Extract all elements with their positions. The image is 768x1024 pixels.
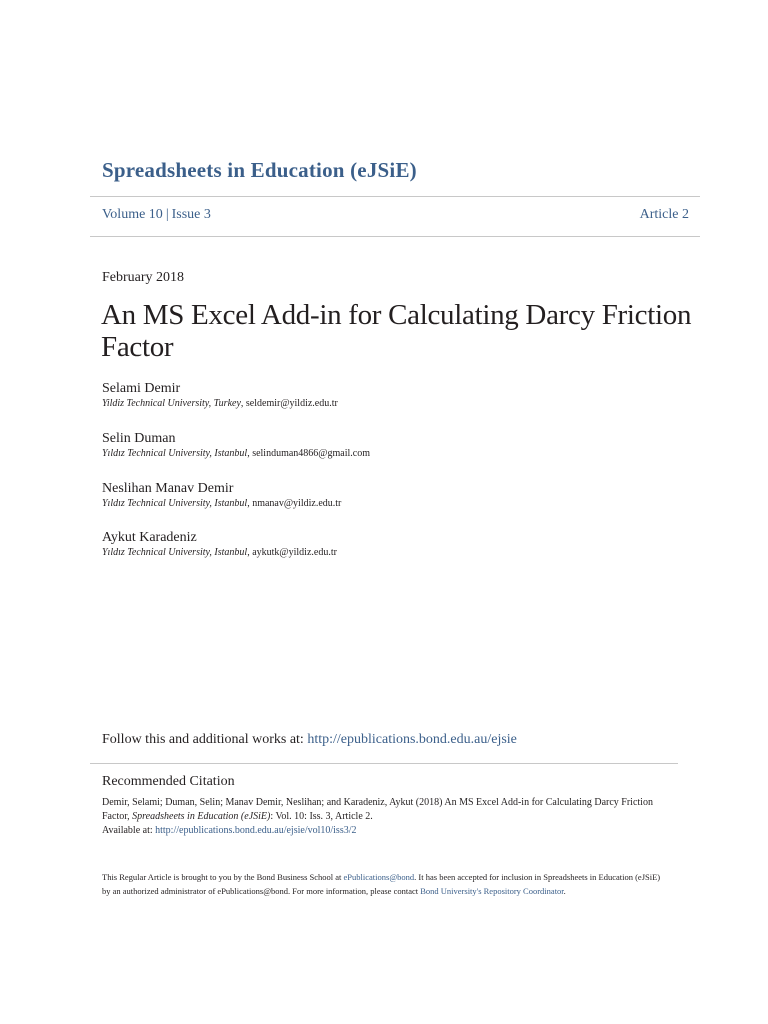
disclaimer-part-2: . It has been accepted for inclusion in Spreadsheets in Education (eJSiE) by an authorized administrator of ePublications@bond. For more information, please contact — [102, 872, 661, 896]
citation-journal: Spreadsheets in Education (eJSiE) — [132, 811, 271, 822]
author-affiliation: Yıldız Technical University, Istanbul, aykutk@yildiz.edu.tr — [102, 547, 337, 558]
follow-text: Follow this and additional works at: — [102, 732, 304, 747]
author-email: seldemir@yildiz.edu.tr — [245, 398, 338, 409]
article-link[interactable]: Article 2 — [639, 207, 689, 222]
top-divider — [90, 196, 700, 197]
disclaimer-part-3: . — [563, 886, 566, 896]
citation-heading: Recommended Citation — [102, 774, 235, 789]
affiliation-text: Yıldız Technical University, Istanbul — [102, 448, 248, 459]
author-block — [102, 529, 682, 560]
author-block — [102, 480, 682, 511]
author-affiliation: Yıldız Technical University, Istanbul, selinduman4866@gmail.com — [102, 448, 370, 459]
author-affiliation: Yildiz Technical University, Turkey, seldemir@yildiz.edu.tr — [102, 398, 338, 409]
affiliation-text: Yıldız Technical University, Istanbul — [102, 498, 248, 509]
article-url-link[interactable]: http://epublications.bond.edu.au/ejsie/vol10/iss3/2 — [155, 825, 357, 836]
article-title: An MS Excel Add-in for Calculating Darcy Friction Factor — [101, 299, 692, 363]
available-label: Available at: — [102, 825, 153, 836]
author-name: Selami Demir — [102, 381, 181, 396]
issue-divider — [90, 236, 700, 237]
follow-line — [102, 732, 517, 748]
affiliation-text: Yıldız Technical University, Istanbul — [102, 547, 248, 558]
volume-issue-separator: | — [165, 207, 169, 222]
issue-link[interactable]: Issue 3 — [171, 207, 211, 222]
volume-link[interactable]: Volume 10 — [102, 207, 163, 222]
journal-title[interactable]: Spreadsheets in Education (eJSiE) — [102, 158, 417, 182]
citation-text — [102, 796, 662, 838]
affiliation-text: Yildiz Technical University, Turkey — [102, 398, 241, 409]
author-email: selinduman4866@gmail.com — [252, 448, 370, 459]
disclaimer-part-1: This Regular Article is brought to you by the Bond Business School at — [102, 872, 342, 882]
repository-coordinator-link[interactable]: Bond University's Repository Coordinator — [420, 886, 564, 896]
author-name: Aykut Karadeniz — [102, 530, 197, 545]
publication-date: February 2018 — [102, 270, 185, 285]
collection-link[interactable]: http://epublications.bond.edu.au/ejsie — [307, 732, 517, 747]
citation-volume: : Vol. 10: Iss. 3, Article 2. — [270, 811, 373, 822]
epublications-link[interactable]: ePublications@bond — [343, 872, 415, 882]
author-block — [102, 380, 682, 411]
citation-authors-title: Demir, Selami; Duman, Selin; Manav Demir, Neslihan; and Karadeniz, Aykut (2018) An MS Excel Add-in for Calculating Darcy Friction Factor, — [102, 797, 653, 822]
author-email: nmanav@yildiz.edu.tr — [252, 498, 342, 509]
citation-divider — [90, 763, 678, 764]
author-name: Selin Duman — [102, 431, 176, 446]
author-email: aykutk@yildiz.edu.tr — [252, 547, 337, 558]
author-affiliation: Yıldız Technical University, Istanbul, nmanav@yildiz.edu.tr — [102, 498, 342, 509]
author-name: Neslihan Manav Demir — [102, 481, 234, 496]
author-block — [102, 430, 682, 461]
disclaimer-text — [102, 870, 662, 898]
